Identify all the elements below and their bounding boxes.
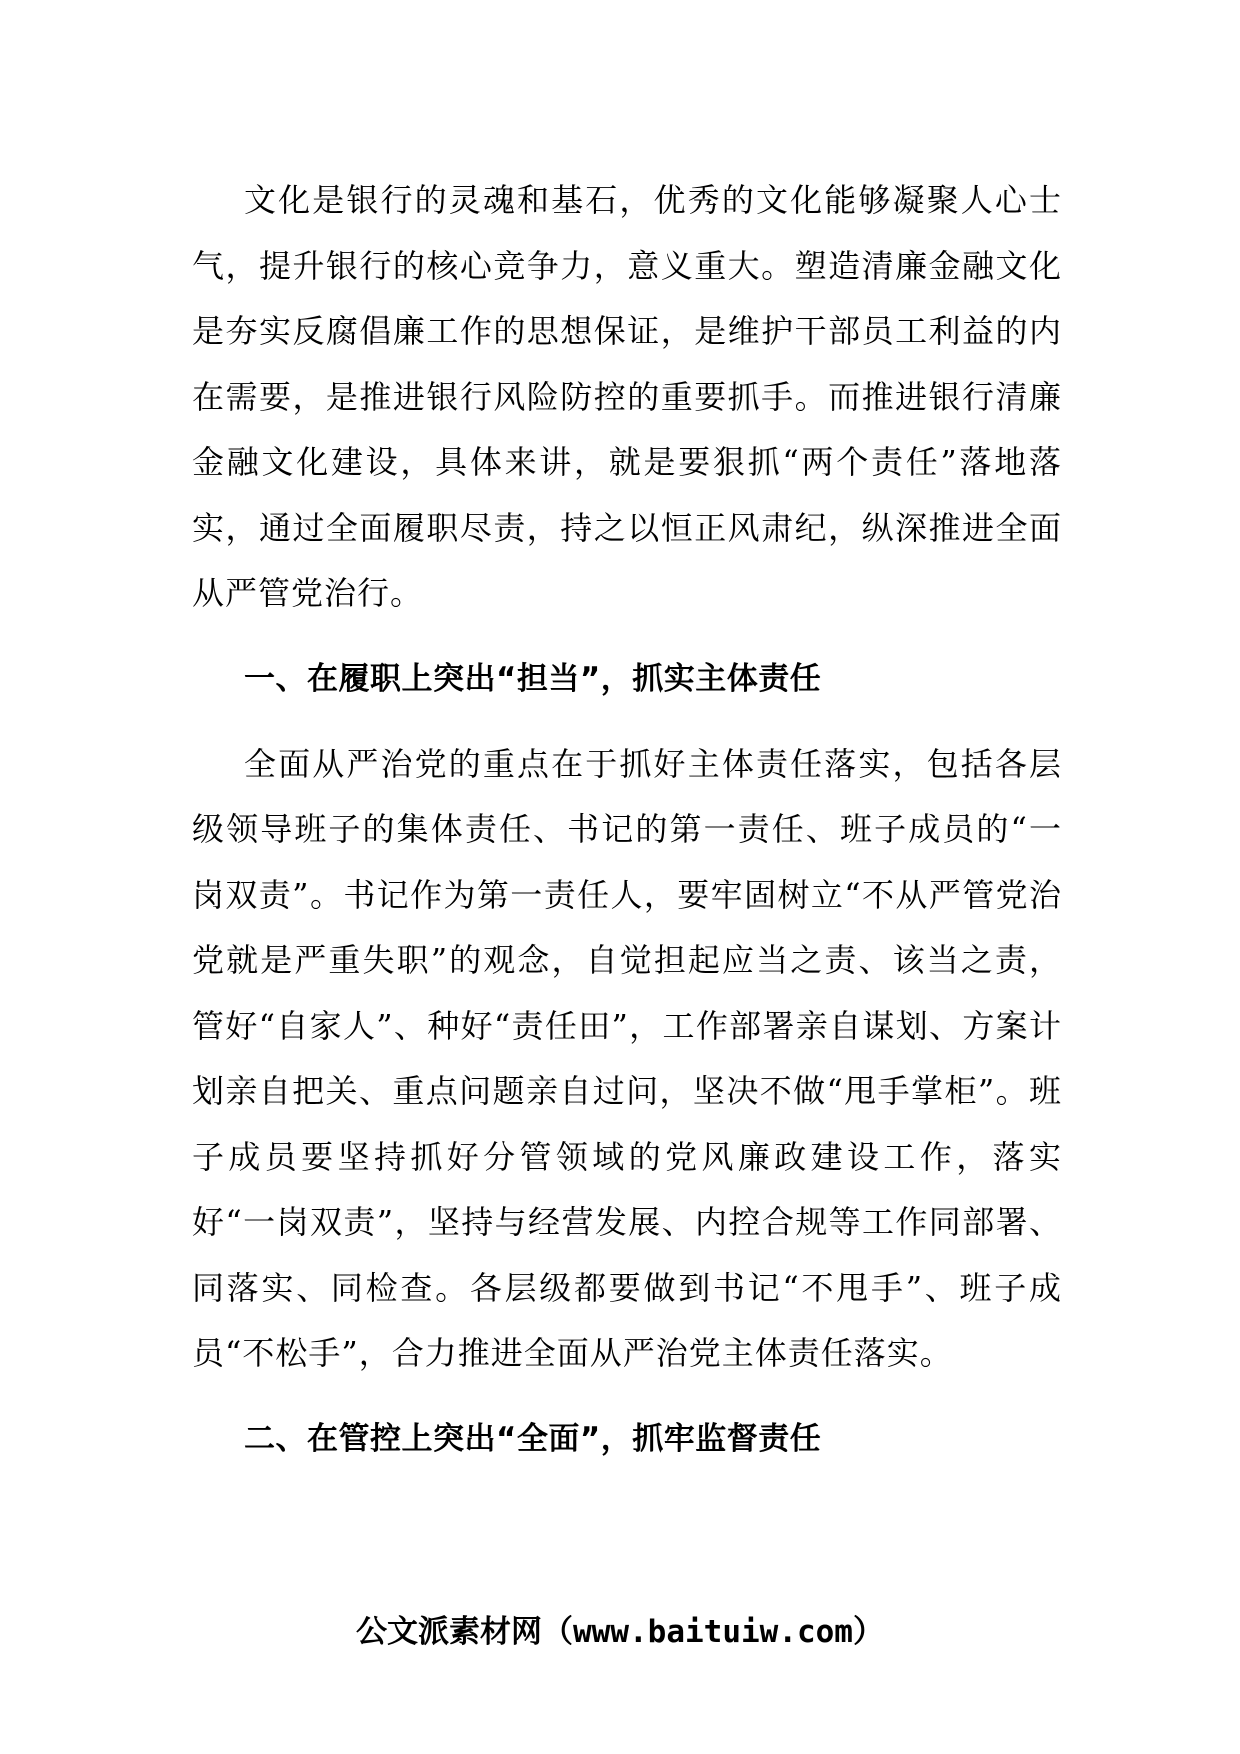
body-paragraph: 全面从严治党的重点在于抓好主体责任落实，包括各层级领导班子的集体责任、书记的第一责任、班子成员的“一岗双责”。书记作为第一责任人，要牢固树立“不从严管党治党就是严重失职”的观念，自觉担起应当之责、该当之责，管好“自家人”、种好“责任田”，工作部署亲自谋划、方案计划亲自把关、重点问题亲自过问，坚决不做“甩手掌柜”。班子成员要坚持抓好分管领域的党风廉政建设工作，落实好“一岗双责”，坚持与经营发展、内控合规等工作同部署、同落实、同检查。各层级都要做到书记“不甩手”、班子成员“不松手”，合力推进全面从严治党主体责任落实。	[192, 744, 1062, 1372]
section-heading: 二、在管控上突出“全面”，抓牢监督责任	[244, 1420, 822, 1457]
footer-watermark: 公文派素材网（www.baituiw.com）	[356, 1614, 884, 1650]
document-body	[192, 168, 1062, 1472]
body-paragraph: 文化是银行的灵魂和基石，优秀的文化能够凝聚人心士气，提升银行的核心竞争力，意义重大。塑造清廉金融文化是夯实反腐倡廉工作的思想保证，是维护干部员工利益的内在需要，是推进银行风险防控的重要抓手。而推进银行清廉金融文化建设，具体来讲，就是要狠抓“两个责任”落地落实，通过全面履职尽责，持之以恒正风肃纪，纵深推进全面从严管党治行。	[192, 181, 1062, 612]
section-heading: 一、在履职上突出“担当”，抓实主体责任	[244, 660, 822, 697]
